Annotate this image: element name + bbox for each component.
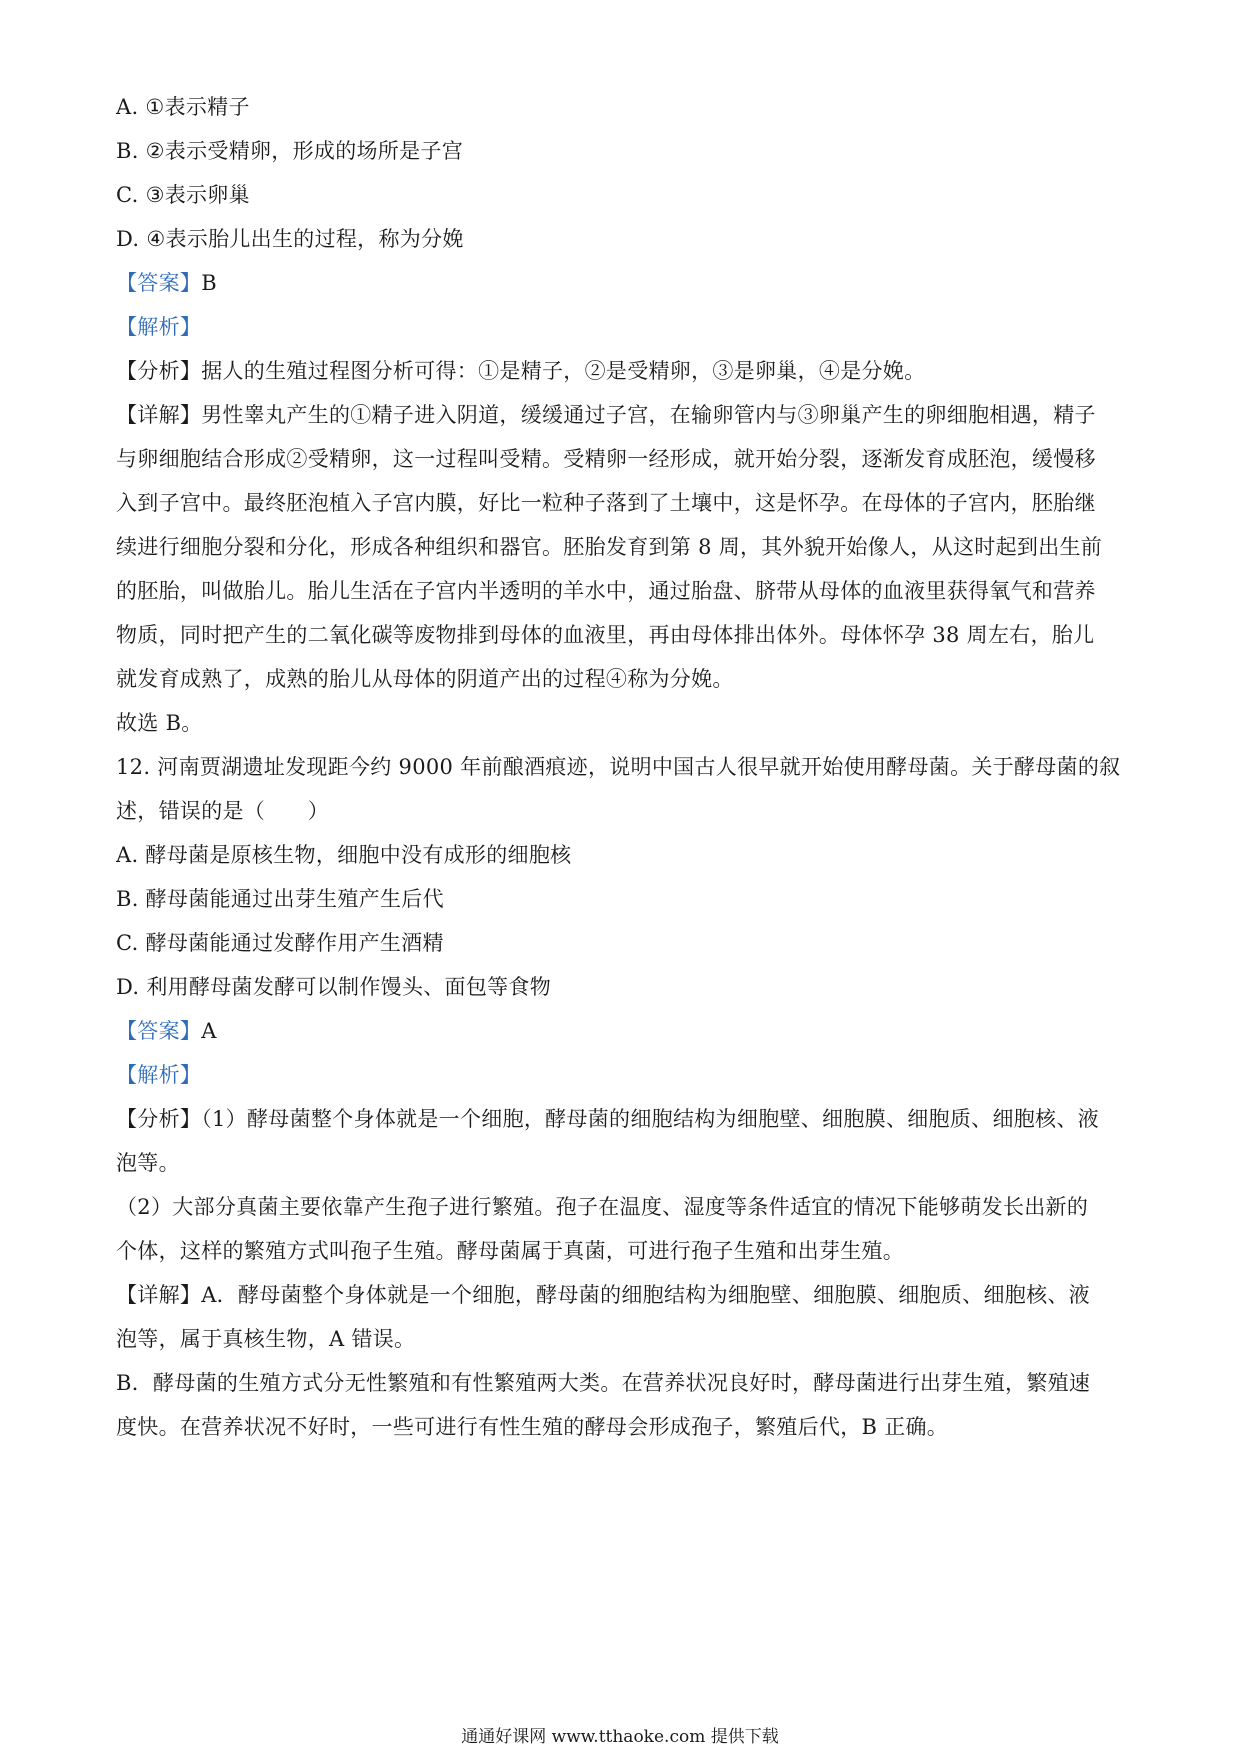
q11-detail-tag: 【详解】 [116, 403, 202, 427]
q11-detail-text: 男性睾丸产生的①精子进入阴道，缓缓通过子宫，在输卵管内与③卵巢产生的卵细胞相遇，精子 [201, 403, 1096, 427]
q11-option-c: C. ③表示卵巢 [116, 183, 250, 207]
page-footer: 通通好课网 www.tthaoke.com 提供下载 [461, 1727, 779, 1747]
q12-fenxi-line: 泡等。 [116, 1151, 180, 1175]
q12-option-c: C. 酵母菌能通过发酵作用产生酒精 [116, 931, 444, 955]
q12-detail-tag: 【详解】 [116, 1283, 202, 1307]
q12-fenxi-tag: 【分析】 [116, 1107, 202, 1131]
q11-detail-line: 就发育成熟了，成熟的胎儿从母体的阴道产出的过程④称为分娩。 [116, 667, 734, 691]
q12-detail-line: 度快。在营养状况不好时，一些可进行有性生殖的酵母会形成孢子，繁殖后代，B 正确。 [116, 1415, 949, 1439]
q11-detail-line: 与卵细胞结合形成②受精卵，这一过程叫受精。受精卵一经形成，就开始分裂，逐渐发育成胚泡，缓慢移 [116, 447, 1096, 471]
q11-detail-line: 续进行细胞分裂和分化，形成各种组织和器官。胚胎发育到第 8 周，其外貌开始像人，从这时起到出生前 [116, 535, 1103, 559]
q11-fenxi-tag: 【分析】 [116, 359, 202, 383]
q11-fenxi [116, 356, 925, 386]
q12-stem-line: 12. 河南贾湖遗址发现距今约 9000 年前酿酒痕迹，说明中国古人很早就开始使用酵母菌。关于酵母菌的叙 [116, 755, 1121, 779]
q12-answer-tag: 【答案】 [116, 1019, 202, 1043]
q11-fenxi-text: 据人的生殖过程图分析可得：①是精子，②是受精卵，③是卵巢，④是分娩。 [201, 359, 926, 383]
q11-option-b: B. ②表示受精卵，形成的场所是子宫 [116, 139, 464, 163]
q11-answer [116, 268, 217, 298]
q12-fenxi-line: （2）大部分真菌主要依靠产生孢子进行繁殖。孢子在温度、湿度等条件适宜的情况下能够萌发长出新的 [116, 1195, 1089, 1219]
q12-detail-line [116, 1280, 1090, 1310]
q12-detail-line: B．酵母菌的生殖方式分无性繁殖和有性繁殖两大类。在营养状况良好时，酵母菌进行出芽生殖，繁殖速 [116, 1371, 1091, 1395]
q12-stem-line: 述，错误的是（ ） [116, 799, 329, 823]
q12-answer-value: A [201, 1019, 217, 1043]
q12-fenxi-line: 个体，这样的繁殖方式叫孢子生殖。酵母菌属于真菌，可进行孢子生殖和出芽生殖。 [116, 1239, 905, 1263]
q11-detail-line [116, 400, 1096, 430]
q12-detail-line: 泡等，属于真核生物，A 错误。 [116, 1327, 416, 1351]
q11-option-d: D. ④表示胎儿出生的过程，称为分娩 [116, 227, 464, 251]
q12-fenxi-line [116, 1104, 1099, 1134]
q12-answer [116, 1016, 217, 1046]
q12-option-b: B. 酵母菌能通过出芽生殖产生后代 [116, 887, 444, 911]
q12-detail-text: A．酵母菌整个身体就是一个细胞，酵母菌的细胞结构为细胞壁、细胞膜、细胞质、细胞核、液 [201, 1283, 1090, 1307]
q12-option-a: A. 酵母菌是原核生物，细胞中没有成形的细胞核 [116, 843, 572, 867]
q11-answer-value: B [201, 271, 217, 295]
q11-option-a: A. ①表示精子 [116, 95, 250, 119]
q11-detail-line: 入到子宫中。最终胚泡植入子宫内膜，好比一粒种子落到了土壤中，这是怀孕。在母体的子宫内，胚胎继 [116, 491, 1096, 515]
q11-analysis-tag: 【解析】 [116, 315, 202, 339]
q12-option-d: D. 利用酵母菌发酵可以制作馒头、面包等食物 [116, 975, 552, 999]
q11-conclusion: 故选 B。 [116, 711, 203, 735]
q11-detail-line: 的胚胎，叫做胎儿。胎儿生活在子宫内半透明的羊水中，通过胎盘、脐带从母体的血液里获得氧气和营养 [116, 579, 1096, 603]
q11-answer-tag: 【答案】 [116, 271, 202, 295]
q12-fenxi-text: （1）酵母菌整个身体就是一个细胞，酵母菌的细胞结构为细胞壁、细胞膜、细胞质、细胞核、液 [201, 1107, 1099, 1131]
q11-detail-line: 物质，同时把产生的二氧化碳等废物排到母体的血液里，再由母体排出体外。母体怀孕 38 周左右，胎儿 [116, 623, 1095, 647]
q12-analysis-tag: 【解析】 [116, 1063, 202, 1087]
